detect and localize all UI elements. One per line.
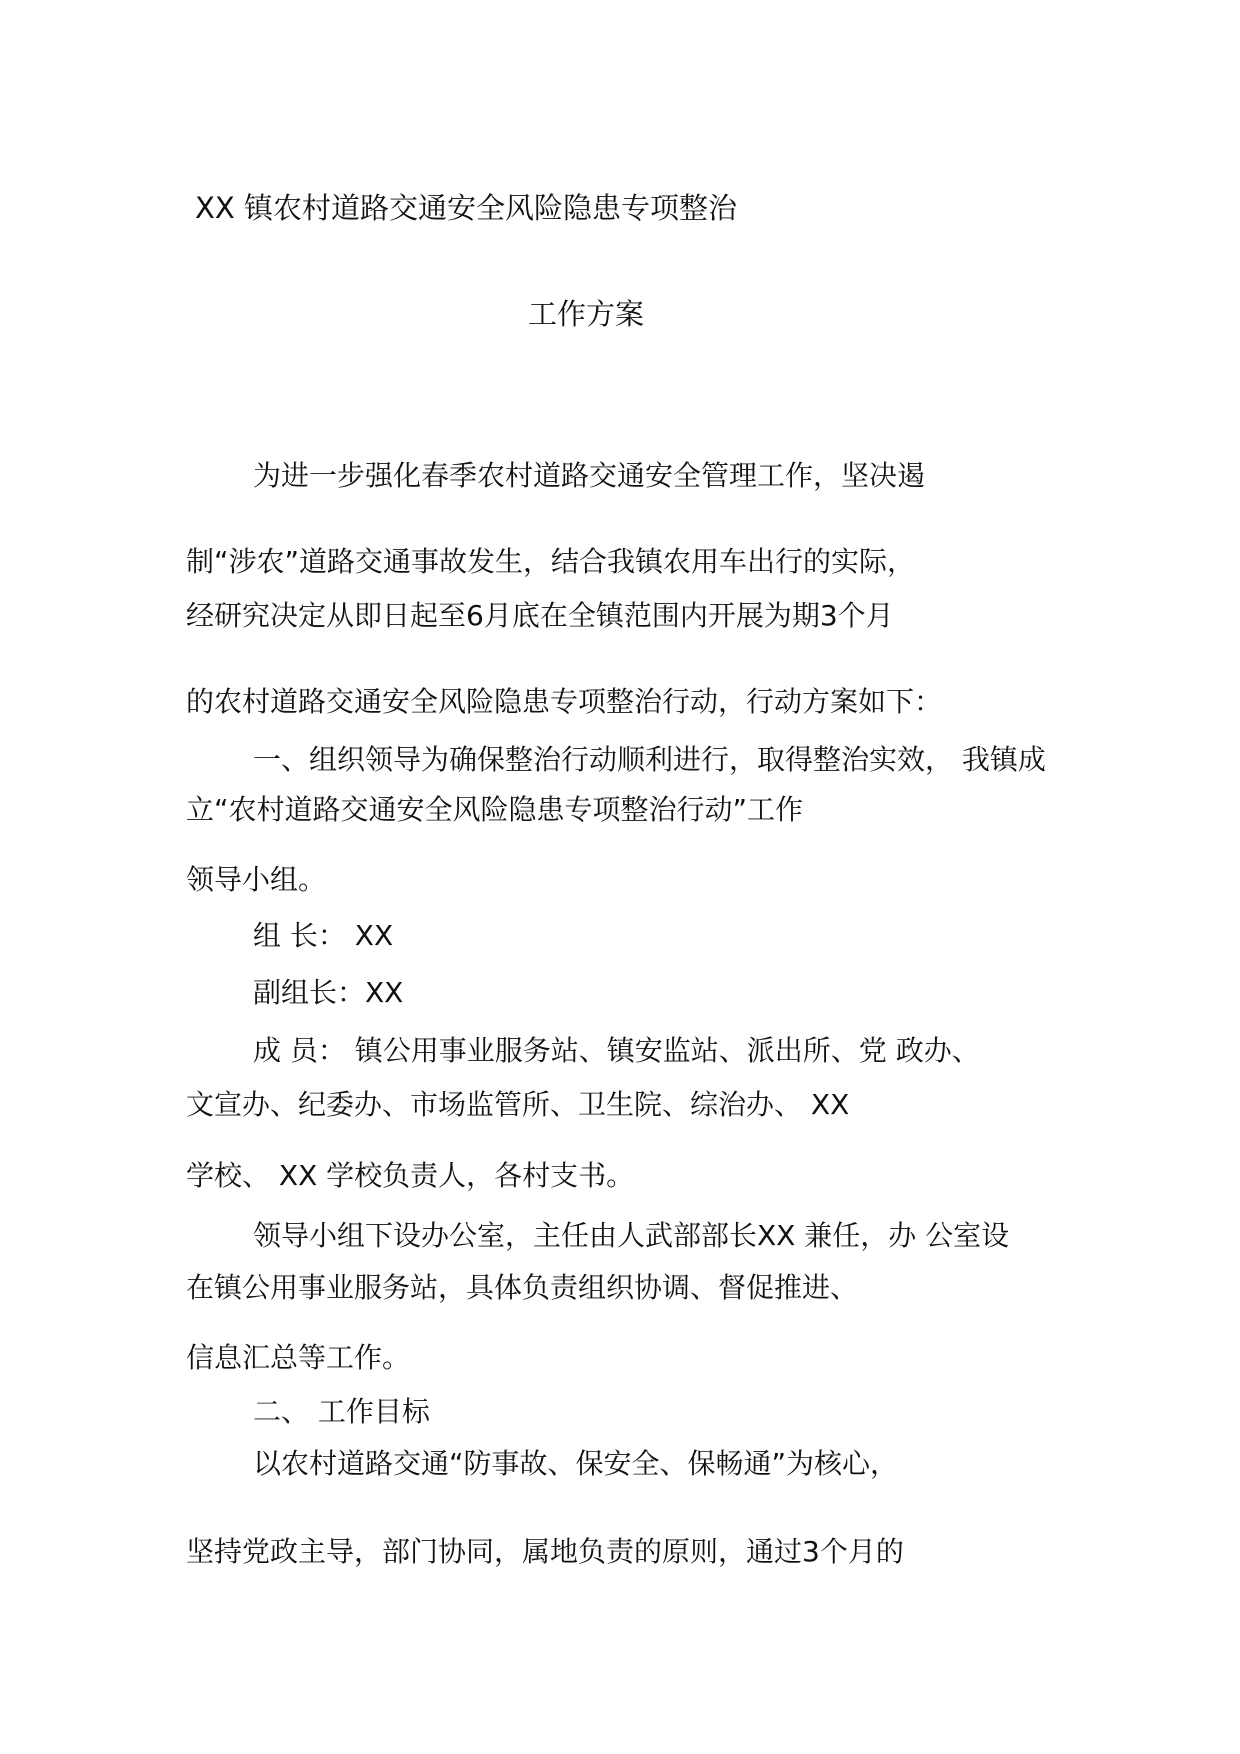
paragraph-line-3: 经研究决定从即日起至6月底在全镇范围内开展为期3个月 — [186, 599, 894, 632]
section-2-line-1: 以农村道路交通“防事故、保安全、保畅通”为核心， — [253, 1447, 899, 1480]
paragraph-line-1: 为进一步强化春季农村道路交通安全管理工作，坚决遏 — [253, 459, 926, 492]
document-title-line-1: XX 镇农村道路交通安全风险隐患专项整治 — [195, 191, 737, 225]
office-line-3: 信息汇总等工作。 — [186, 1341, 411, 1374]
section-2-line-2: 坚持党政主导，部门协同，属地负责的原则，通过3个月的 — [186, 1535, 904, 1568]
paragraph-line-2: 制“涉农”道路交通事故发生，结合我镇农用车出行的实际， — [186, 545, 916, 578]
members-line-1: 成 员： 镇公用事业服务站、镇安监站、派出所、党 政办、 — [253, 1034, 980, 1067]
section-1-line-1: 一、组织领导为确保整治行动顺利进行，取得整治实效， 我镇成 — [253, 743, 1046, 776]
section-1-line-2: 立“农村道路交通安全风险隐患专项整治行动”工作 — [186, 793, 804, 826]
members-line-3: 学校、 XX 学校负责人，各村支书。 — [186, 1159, 635, 1192]
section-2-heading: 二、 工作目标 — [253, 1395, 430, 1428]
section-1-line-3: 领导小组。 — [186, 863, 327, 896]
office-line-1: 领导小组下设办公室，主任由人武部部长XX 兼任，办 公室设 — [253, 1219, 1010, 1252]
document-title-line-2: 工作方案 — [528, 297, 645, 331]
paragraph-line-4: 的农村道路交通安全风险隐患专项整治行动，行动方案如下： — [186, 685, 943, 718]
deputy-leader-line: 副组长：XX — [253, 976, 404, 1009]
office-line-2: 在镇公用事业服务站，具体负责组织协调、督促推进、 — [186, 1271, 859, 1304]
leader-line: 组 长： XX — [253, 919, 394, 952]
members-line-2: 文宣办、纪委办、市场监管所、卫生院、综治办、 XX — [186, 1088, 850, 1121]
